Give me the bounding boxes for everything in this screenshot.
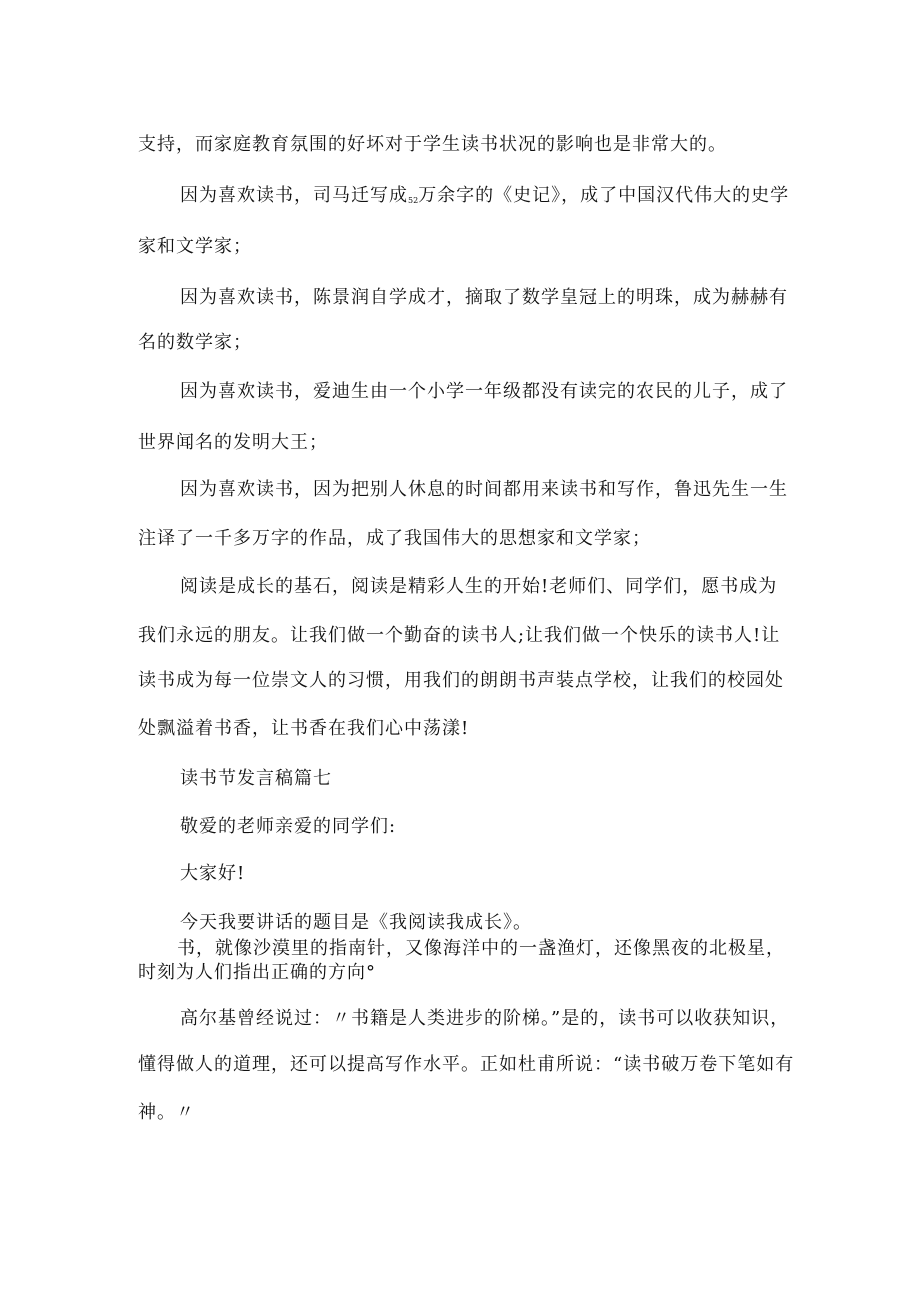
text-line: 今天我要讲话的题目是《我阅读我成长》。 [180,912,532,933]
text-line: 家和文学家； [138,236,252,257]
greeting: 大家好! [180,863,246,884]
text-line: 时刻为人们指出正确的方向° [138,962,376,983]
text-line: 世界闻名的发明大王； [138,432,328,453]
text-line: 支持，而家庭教育氛围的好坏对于学生读书状况的影响也是非常大的。 [138,134,727,155]
text-line: 处飘溢着书香，让书香在我们心中荡漾! [138,718,470,739]
text-line: 读书成为每一位崇文人的习惯，用我们的朗朗书声装点学校，让我们的校园处 [138,670,784,691]
text-line [180,184,789,213]
text-segment: 因为喜欢读书，司马迁写成 [180,185,408,206]
text-line: 懂得做人的道理，还可以提高写作水平。正如杜甫所说：“读书破万卷下笔如有 [138,1054,795,1075]
text-line: 名的数学家； [138,332,252,353]
text-line: 阅读是成长的基石，阅读是精彩人生的开始!老师们、同学们，愿书成为 [180,576,778,597]
text-line: 书，就像沙漠里的指南针，又像海洋中的一盏渔灯，还像黑夜的北极星， [177,938,785,959]
text-line: 注译了一千多万字的作品，成了我国伟大的思想家和文学家； [138,528,651,549]
text-line: 神。〃 [138,1102,195,1123]
text-segment: 万余字的《史记》，成了中国汉代伟大的史学 [418,185,790,206]
text-line: 我们永远的朋友。让我们做一个勤奋的读书人;让我们做一个快乐的读书人!让 [138,625,781,646]
text-line: 因为喜欢读书，因为把别人休息的时间都用来读书和写作，鲁迅先生一生 [180,479,788,500]
text-line: 因为喜欢读书，爱迪生由一个小学一年级都没有读完的农民的儿子，成了 [180,381,788,402]
number-subscript: 52 [408,196,419,205]
text-line: 因为喜欢读书，陈景润自学成才，摘取了数学皇冠上的明珠，成为赫赫有 [180,287,788,308]
section-heading: 读书节发言稿篇七 [180,768,332,789]
salutation: 敬爱的老师亲爱的同学们: [180,816,397,837]
text-line: 高尔基曾经说过：〃书籍是人类进步的阶梯。”是的，读书可以收获知识， [180,1008,790,1029]
